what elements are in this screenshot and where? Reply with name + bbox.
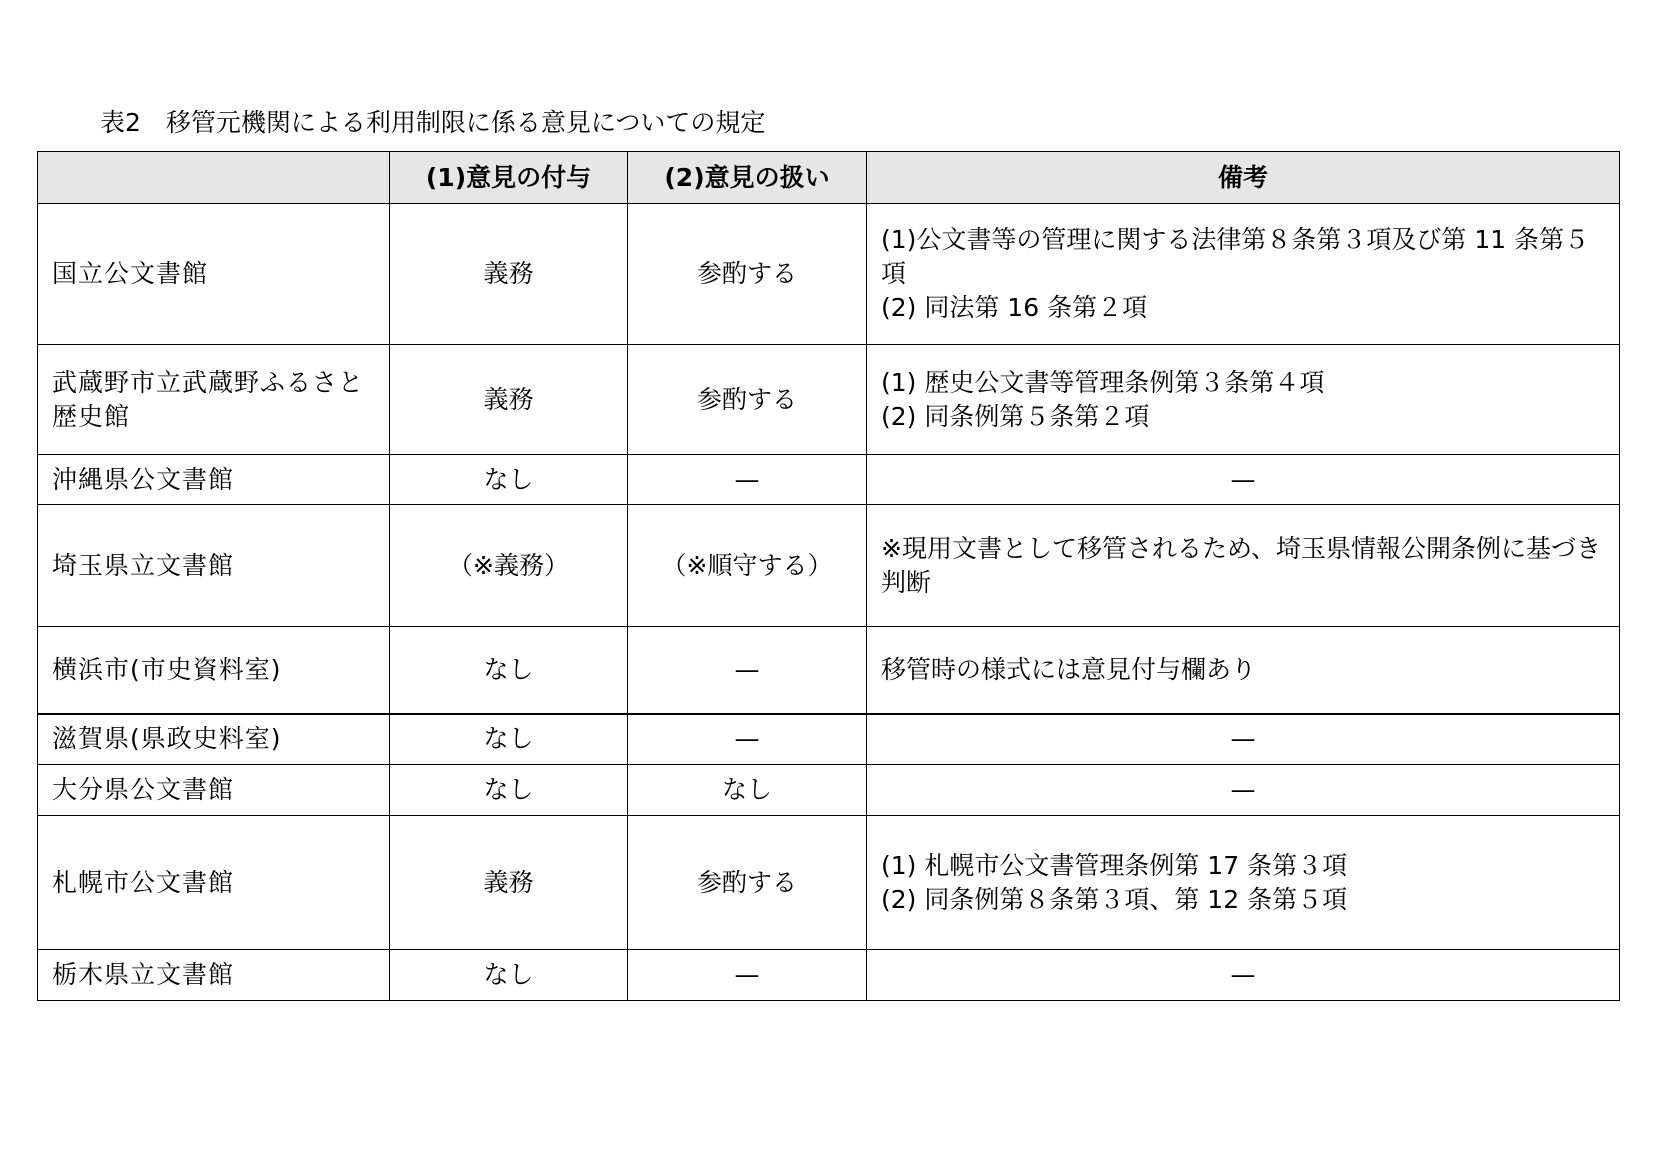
note-line: — xyxy=(1230,724,1256,754)
opinion-grant: 義務 xyxy=(390,816,628,950)
opinion-handling: — xyxy=(628,950,867,1001)
institution-name: 札幌市公文書館 xyxy=(38,816,390,950)
opinion-grant: なし xyxy=(390,765,628,816)
opinion-handling: なし xyxy=(628,765,867,816)
table-row xyxy=(38,505,1620,627)
opinion-grant: （※義務） xyxy=(390,505,628,627)
header-opinion-grant: (1)意見の付与 xyxy=(390,152,628,204)
note-line: (1) 札幌市公文書管理条例第 17 条第３項 xyxy=(881,850,1348,880)
note-line: 移管時の様式には意見付与欄あり xyxy=(881,654,1257,684)
opinion-handling: — xyxy=(628,714,867,765)
note-line: ※現用文書として移管されるため、埼玉県情報公開条例に基づき判断 xyxy=(881,533,1601,597)
institution-name: 大分県公文書館 xyxy=(38,765,390,816)
institution-name: 滋賀県(県政史料室) xyxy=(38,714,390,765)
header-notes: 備考 xyxy=(867,152,1620,204)
opinion-handling: — xyxy=(628,627,867,714)
notes-cell xyxy=(867,816,1620,950)
header-opinion-handling: (2)意見の扱い xyxy=(628,152,867,204)
institution-name: 沖縄県公文書館 xyxy=(38,455,390,505)
notes-cell xyxy=(867,455,1620,505)
note-line: — xyxy=(1230,960,1256,989)
table-row xyxy=(38,765,1620,816)
header-row xyxy=(38,152,1620,204)
table-row xyxy=(38,950,1620,1001)
note-line: (2) 同条例第８条第３項、第 12 条第５項 xyxy=(881,884,1348,914)
notes-cell xyxy=(867,765,1620,816)
institution-name: 横浜市(市史資料室) xyxy=(38,627,390,714)
institution-name: 栃木県立文書館 xyxy=(38,950,390,1001)
notes-cell xyxy=(867,950,1620,1001)
opinion-grant: 義務 xyxy=(390,204,628,345)
table-row xyxy=(38,455,1620,505)
note-line: — xyxy=(1230,464,1256,494)
note-line: (1) 歴史公文書等管理条例第３条第４項 xyxy=(881,367,1325,397)
opinion-handling: — xyxy=(628,455,867,505)
opinion-grant: なし xyxy=(390,627,628,714)
table-caption: 表2 移管元機関による利用制限に係る意見についての規定 xyxy=(100,108,766,137)
opinion-handling: 参酌する xyxy=(628,345,867,455)
opinion-handling: （※順守する） xyxy=(628,505,867,627)
notes-cell xyxy=(867,627,1620,714)
table-row xyxy=(38,345,1620,455)
regulations-table xyxy=(37,151,1620,1001)
opinion-handling: 参酌する xyxy=(628,816,867,950)
opinion-grant: 義務 xyxy=(390,345,628,455)
note-line: — xyxy=(1230,775,1256,804)
notes-cell xyxy=(867,204,1620,345)
institution-name: 武蔵野市立武蔵野ふるさと歴史館 xyxy=(38,345,390,455)
institution-name: 埼玉県立文書館 xyxy=(38,505,390,627)
opinion-handling: 参酌する xyxy=(628,204,867,345)
notes-cell xyxy=(867,714,1620,765)
note-line: (2) 同条例第５条第２項 xyxy=(881,401,1150,431)
institution-name: 国立公文書館 xyxy=(38,204,390,345)
note-line: (2) 同法第 16 条第２項 xyxy=(881,293,1148,322)
note-line: (1)公文書等の管理に関する法律第８条第３項及び第 11 条第５項 xyxy=(881,225,1590,288)
opinion-grant: なし xyxy=(390,714,628,765)
table-row xyxy=(38,816,1620,950)
table-row xyxy=(38,714,1620,765)
opinion-grant: なし xyxy=(390,455,628,505)
notes-cell xyxy=(867,345,1620,455)
table-row xyxy=(38,204,1620,345)
header-institution xyxy=(38,152,390,204)
opinion-grant: なし xyxy=(390,950,628,1001)
table-row xyxy=(38,627,1620,714)
notes-cell xyxy=(867,505,1620,627)
